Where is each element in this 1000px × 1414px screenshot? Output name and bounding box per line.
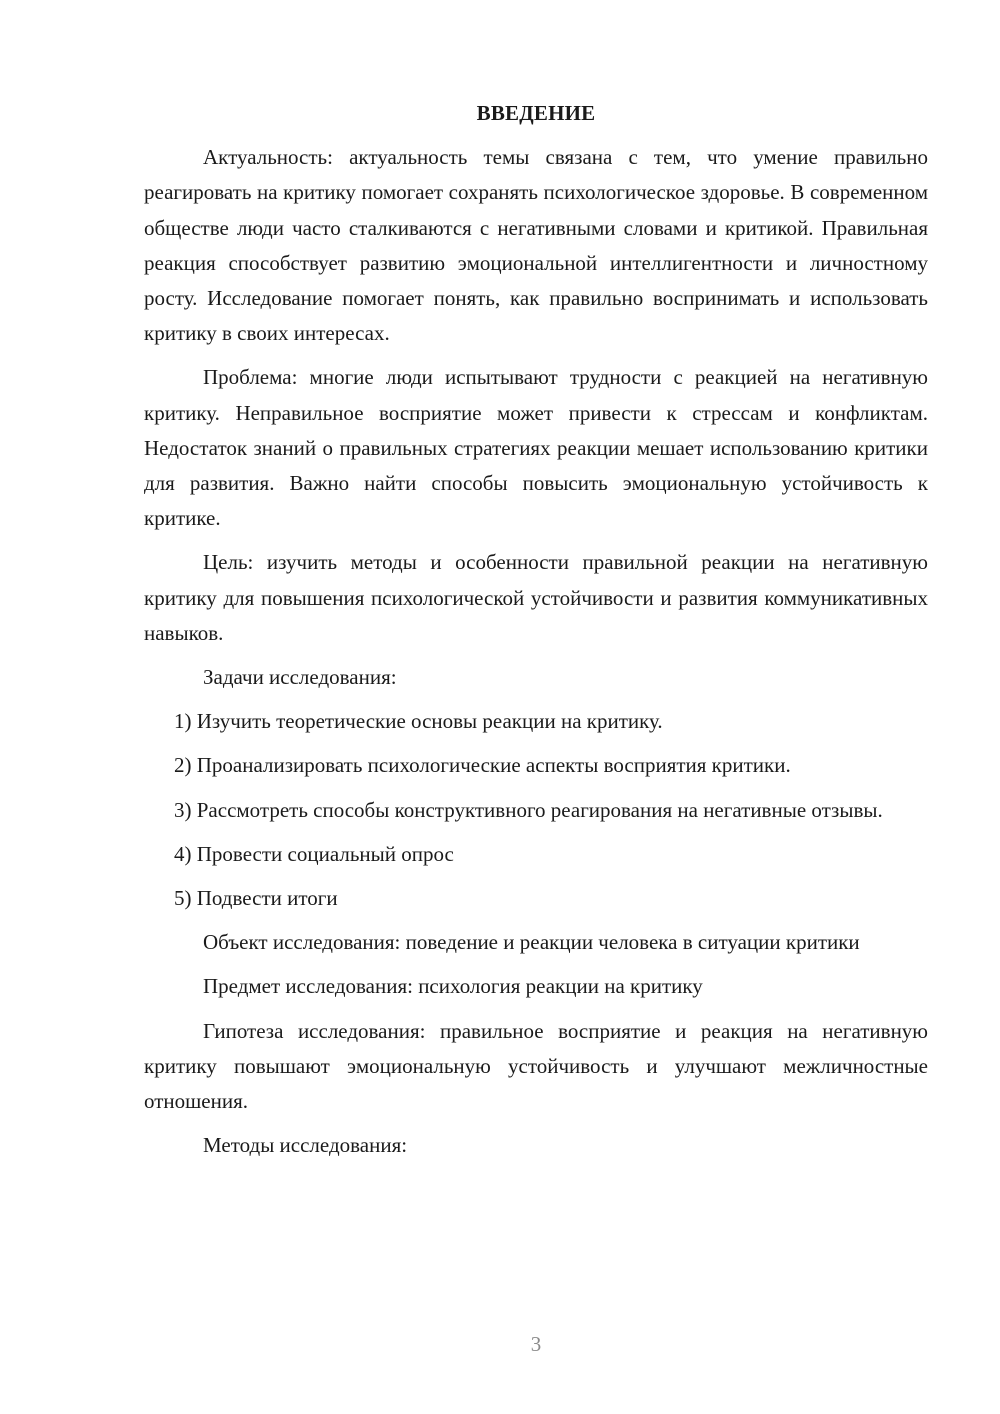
section-title: ВВЕДЕНИЕ [476, 101, 596, 125]
task-item-3: 3) Рассмотреть способы конструктивного реагирования на негативные отзывы. [174, 797, 883, 822]
task-item-2: 2) Проанализировать психологические аспекты восприятия критики. [174, 753, 791, 778]
paragraph-relevance: Актуальность: актуальность темы связана с тем, что умение правильно реагировать на критику помогает сохранять психологическое здоровье. В современном обществе люди часто сталкиваются с негативными словами и критикой. Правильная реакция способствует развитию эмоциональной интеллигентности и личностному росту. Исследование помогает понять, как правильно воспринимать и использовать критику в своих интересах. [144, 145, 928, 346]
task-item-1: 1) Изучить теоретические основы реакции на критику. [174, 709, 663, 734]
document-page [144, 96, 928, 1172]
paragraph-problem: Проблема: многие люди испытывают трудности с реакцией на негативную критику. Неправильное восприятие может привести к стрессам и конфликтам. Недостаток знаний о правильных стратегиях реакции мешает использованию критики для развития. Важно найти способы повысить эмоциональную устойчивость к критике. [144, 365, 928, 531]
task-item-4: 4) Провести социальный опрос [174, 841, 454, 866]
task-item-5: 5) Подвести итоги [174, 886, 338, 911]
paragraph-hypothesis: Гипотеза исследования: правильное восприятие и реакция на негативную критику повышают эмоциональную устойчивость и улучшают межличностные отношения. [144, 1018, 928, 1114]
paragraph-object: Объект исследования: поведение и реакции человека в ситуации критики [203, 930, 860, 955]
page-number: 3 [530, 1332, 542, 1356]
paragraph-tasks-heading: Задачи исследования: [203, 665, 397, 690]
paragraph-goal: Цель: изучить методы и особенности правильной реакции на негативную критику для повышения психологической устойчивости и развития коммуникативных навыков. [144, 550, 928, 645]
paragraph-methods: Методы исследования: [203, 1133, 408, 1158]
paragraph-subject: Предмет исследования: психология реакции на критику [203, 974, 703, 999]
